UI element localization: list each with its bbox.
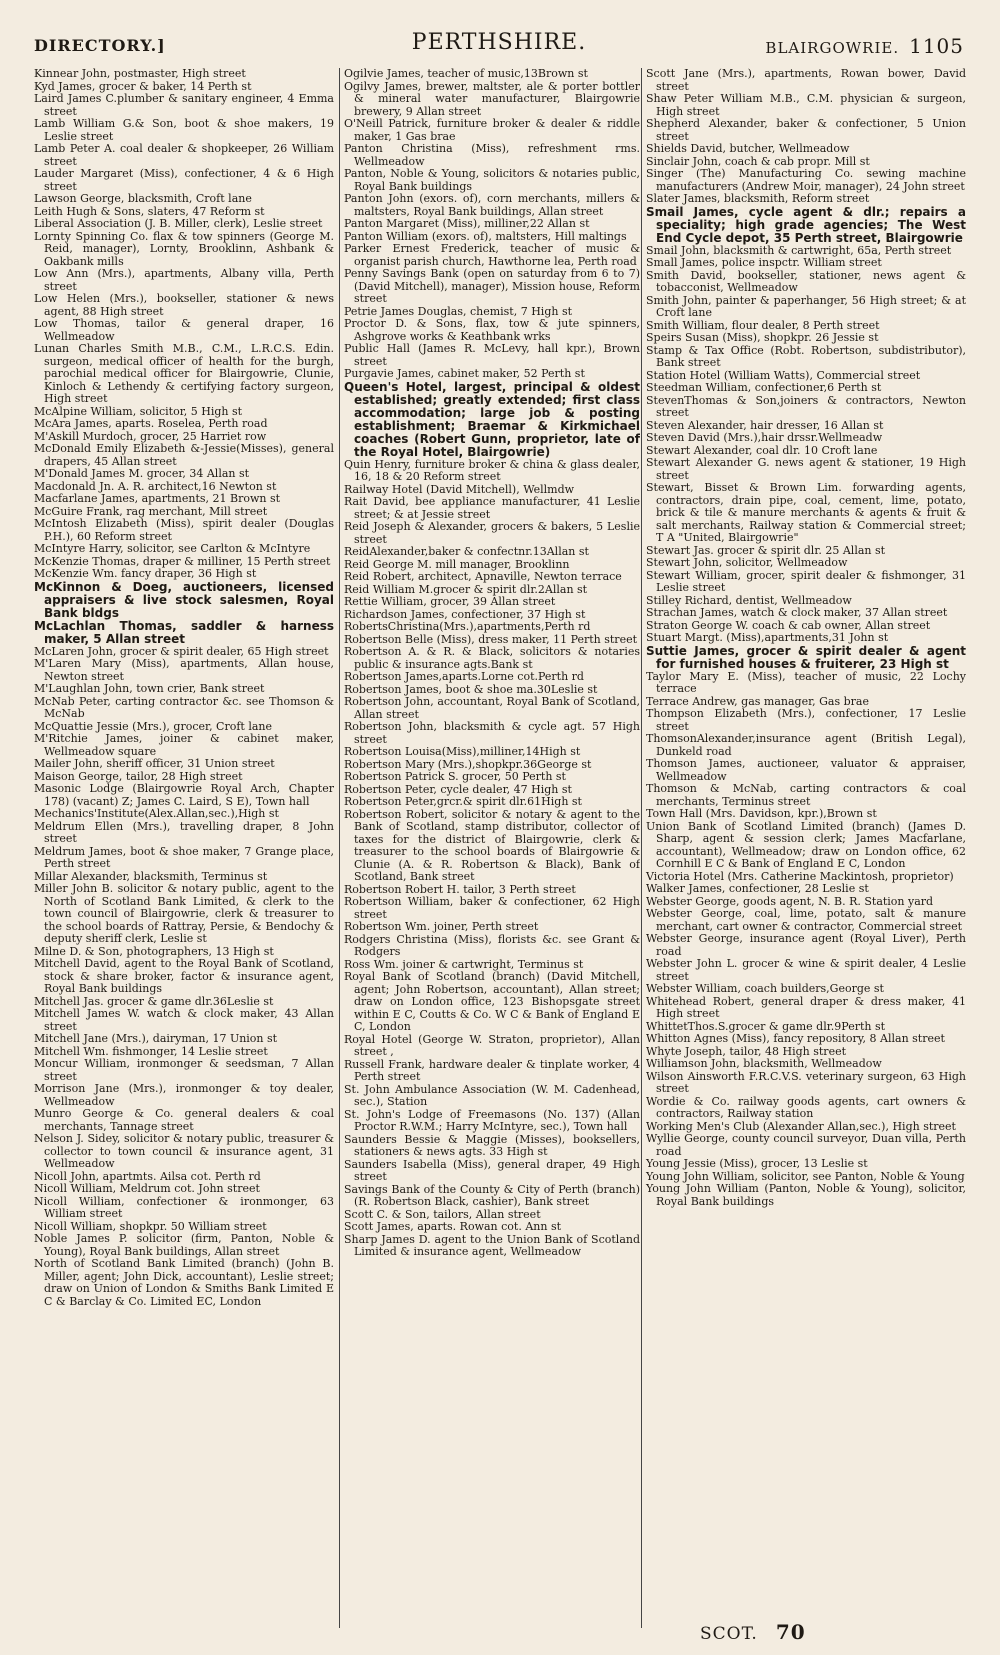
directory-entry: Shepherd Alexander, baker & confectioner, 5 Union street <box>646 117 966 143</box>
directory-entry: Small James, police inspctr. William street <box>646 256 882 269</box>
directory-entry: Stewart Alexander, coal dlr. 10 Croft lane <box>646 443 878 457</box>
directory-entry: Richardson James, confectioner, 37 High st <box>344 607 586 621</box>
directory-entry: Nicoll William, shopkpr. 50 William street <box>34 1219 267 1233</box>
directory-entry: Queen's Hotel, largest, principal & oldest established; greatly extended; first class accommodation; large job & posting establishment; Braemar & Kirkmichael coaches (Robert Gunn, proprietor, late of the Royal Hotel, Blairgowrie) <box>344 379 640 459</box>
directory-entry: McKenzie Wm. fancy draper, 36 High st <box>34 567 257 580</box>
directory-entry: Singer (The) Manufacturing Co. sewing machine manufacturers (Andrew Moir, manager), 24 John street <box>646 167 966 193</box>
directory-entry: Royal Bank of Scotland (branch) (David Mitchell, agent; John Robertson, accountant), Allan street; draw on London office, 123 Bishopsgate street within E C, Coutts & Co. W C & Bank of England E C, London <box>344 970 640 1033</box>
directory-entry: Robertson Peter, cycle dealer, 47 High st <box>344 782 572 796</box>
directory-entry: Smith William, flour dealer, 8 Perth street <box>646 318 880 332</box>
directory-entry: Suttie James, grocer & spirit dealer & agent for furnished houses & fruiterer, 23 High st <box>646 643 966 671</box>
town-name: BLAIRGOWRIE. <box>765 39 900 57</box>
directory-entry: Scott Jane (Mrs.), apartments, Rowan bower, David street <box>646 68 966 93</box>
directory-entry: Young John William (Panton, Noble & Young), solicitor, Royal Bank buildings <box>646 1182 966 1208</box>
directory-entry: Mitchell Wm. fishmonger, 14 Leslie street <box>34 1044 268 1058</box>
directory-entry: Reid William M.grocer & spirit dlr.2Allan st <box>344 582 588 596</box>
directory-entry: Moncur William, ironmonger & seedsman, 7 Allan street <box>34 1057 334 1083</box>
directory-entry: Shaw Peter William M.B., C.M. physician & surgeon, High street <box>646 92 966 118</box>
directory-entry: Wyllie George, county council surveyor, Duan villa, Perth road <box>646 1132 966 1158</box>
directory-entry: Stewart John, solicitor, Wellmeadow <box>646 556 848 569</box>
directory-entry: Ogilvy James, brewer, maltster, ale & porter bottler & mineral water manufacturer, Blairgowrie brewery, 9 Allan street <box>344 79 640 118</box>
directory-column-1 <box>34 68 334 1628</box>
signature-number: 70 <box>775 1620 806 1644</box>
directory-entry: Saunders Isabella (Miss), general draper, 49 High street <box>344 1157 640 1183</box>
directory-entry: Stewart Jas. grocer & spirit dlr. 25 Allan st <box>646 543 886 557</box>
directory-entry: Stewart William, grocer, spirit dealer & fishmonger, 31 Leslie street <box>646 568 966 594</box>
directory-entry: Robertson Wm. joiner, Perth street <box>344 920 539 933</box>
directory-entry: M'Donald James M. grocer, 34 Allan st <box>34 467 250 480</box>
directory-entry: Ogilvie James, teacher of music,13Brown st <box>344 68 588 80</box>
directory-entry: Panton Christina (Miss), refreshment rms. Wellmeadow <box>344 142 640 168</box>
directory-entry: Mitchell Jas. grocer & game dlr.36Leslie st <box>34 994 274 1008</box>
directory-entry: Leith Hugh & Sons, slaters, 47 Reform st <box>34 204 265 218</box>
directory-entry: Savings Bank of the County & City of Perth (branch) (R. Robertson Black, cashier), Bank street <box>344 1182 640 1208</box>
directory-entry: Robertson Robert H. tailor, 3 Perth street <box>344 882 576 896</box>
directory-entry: McKenzie Thomas, draper & milliner, 15 Perth street <box>34 554 331 568</box>
directory-entry: M'Laughlan John, town crier, Bank street <box>34 682 265 695</box>
directory-entry: Robertson Belle (Miss), dress maker, 11 Perth street <box>344 632 638 646</box>
directory-entry: Wilson Ainsworth F.R.C.V.S. veterinary surgeon, 63 High street <box>646 1069 966 1095</box>
directory-entry: Wordie & Co. railway goods agents, cart owners & contractors, Railway station <box>646 1094 966 1120</box>
county-title: PERTHSHIRE. <box>411 30 587 55</box>
directory-entry: O'Neill Patrick, furniture broker & dealer & riddle maker, 1 Gas brae <box>344 117 640 143</box>
directory-entry: Parker Ernest Frederick, teacher of music & organist parish church, Hawthorne lea, Perth road <box>344 242 640 268</box>
directory-entry: Stilley Richard, dentist, Wellmeadow <box>646 593 852 607</box>
directory-entry: Thomson James, auctioneer, valuator & appraiser, Wellmeadow <box>646 757 966 783</box>
directory-entry: McAlpine William, solicitor, 5 High st <box>34 404 243 418</box>
directory-entry: Millar Alexander, blacksmith, Terminus st <box>34 869 268 883</box>
directory-entry: Low Thomas, tailor & general draper, 16 Wellmeadow <box>34 317 334 343</box>
directory-entry: Munro George & Co. general dealers & coal merchants, Tannage street <box>34 1107 334 1133</box>
directory-entry: McAra James, aparts. Roselea, Perth road <box>34 417 268 430</box>
directory-entry: Meldrum James, boot & shoe maker, 7 Grange place, Perth street <box>34 844 334 870</box>
directory-label: DIRECTORY.] <box>34 36 166 55</box>
directory-entry: North of Scotland Bank Limited (branch) (John B. Miller, agent; John Dick, accountant), Leslie street; draw on Union of London & Smiths Bank Limited E C & Barclay & Co. Limited EC, London <box>34 1257 334 1308</box>
directory-entry: Strachan James, watch & clock maker, 37 Allan street <box>646 606 948 619</box>
directory-entry: Rait David, bee appliance manufacturer, 41 Leslie street; & at Jessie street <box>344 495 640 521</box>
directory-entry: Saunders Bessie & Maggie (Misses), booksellers, stationers & news agts. 33 High st <box>344 1132 640 1158</box>
directory-entry: Webster George, insurance agent (Royal Liver), Perth road <box>646 932 966 958</box>
directory-entry: Nelson J. Sidey, solicitor & notary public, treasurer & collector to town council & insurance agent, 31 Wellmeadow <box>34 1132 334 1170</box>
directory-entry: Reid George M. mill manager, Brooklinn <box>344 557 570 571</box>
directory-entry: Smail James, cycle agent & dlr.; repairs a speciality; high grade agencies; The West End Cycle depot, 35 Perth street, Blairgowrie <box>646 204 966 245</box>
directory-entry: Panton William (exors. of), maltsters, Hill maltings <box>344 229 627 243</box>
directory-entry: WhittetThos.S.grocer & game dlr.9Perth st <box>646 1019 886 1033</box>
directory-entry: Masonic Lodge (Blairgowrie Royal Arch, Chapter 178) (vacant) Z; James C. Laird, S E), Town hall <box>34 782 334 808</box>
directory-entry: RobertsChristina(Mrs.),apartments,Perth rd <box>344 620 591 633</box>
page-number: 1105 <box>909 34 964 58</box>
directory-entry: Robertson Robert, solicitor & notary & agent to the Bank of Scotland, stamp distributor, collector of taxes for the district of Blairgowrie, clerk & treasurer to the school boards of Blairgowrie & Clunie (A. & R. Robertson & Black), Bank of Scotland, Bank street <box>344 807 640 883</box>
directory-entry: Mitchell James W. watch & clock maker, 43 Allan street <box>34 1007 334 1033</box>
directory-entry: Proctor D. & Sons, flax, tow & jute spinners, Ashgrove works & Keathbank wrks <box>344 317 640 343</box>
directory-entry: Working Men's Club (Alexander Allan,sec.), High street <box>646 1119 956 1133</box>
directory-entry: ThomsonAlexander,insurance agent (British Legal), Dunkeld road <box>646 732 966 758</box>
signature-label: SCOT. <box>700 1624 758 1644</box>
directory-entry: Terrace Andrew, gas manager, Gas brae <box>646 694 869 708</box>
directory-entry: Kinnear John, postmaster, High street <box>34 68 246 80</box>
directory-entry: Kyd James, grocer & baker, 14 Perth st <box>34 79 252 93</box>
directory-entry: Webster John L. grocer & wine & spirit dealer, 4 Leslie street <box>646 957 966 983</box>
directory-entry: Whitton Agnes (Miss), fancy repository, 8 Allan street <box>646 1032 945 1045</box>
directory-column-3 <box>641 68 966 1628</box>
directory-entry: Morrison Jane (Mrs.), ironmonger & toy dealer, Wellmeadow <box>34 1082 334 1108</box>
directory-entry: Lunan Charles Smith M.B., C.M., L.R.C.S. Edin. surgeon, medical officer of health for the burgh, parochial medical officer for Blairgowrie, Clunie, Kinloch & Lethendy & certifying factory surgeon, High street <box>34 342 334 405</box>
directory-entry: Robertson A. & R. & Black, solicitors & notaries public & insurance agts.Bank st <box>344 645 640 671</box>
directory-entry: Penny Savings Bank (open on saturday from 6 to 7) (David Mitchell), manager), Mission house, Reform street <box>344 267 640 305</box>
directory-entry: Macfarlane James, apartments, 21 Brown st <box>34 492 281 505</box>
directory-entry: St. John Ambulance Association (W. M. Cadenhead, sec.), Station <box>344 1082 640 1108</box>
directory-entry: Stuart Margt. (Miss),apartments,31 John st <box>646 631 889 644</box>
directory-entry: Young John William, solicitor, see Panton, Noble & Young <box>646 1169 965 1183</box>
directory-entry: Victoria Hotel (Mrs. Catherine Mackintosh, proprietor) <box>646 869 954 883</box>
directory-entry: Panton Margaret (Miss), milliner,22 Allan st <box>344 217 590 230</box>
directory-entry: Mitchell David, agent to the Royal Bank of Scotland, stock & share broker, factor & insurance agent, Royal Bank buildings <box>34 957 334 995</box>
directory-entry: Nicoll William, confectioner & ironmonger, 63 William street <box>34 1194 334 1220</box>
directory-entry: McQuattie Jessie (Mrs.), grocer, Croft lane <box>34 719 273 733</box>
directory-entry: Reid Robert, architect, Apnaville, Newton terrace <box>344 570 622 583</box>
directory-entry: Station Hotel (William Watts), Commercial street <box>646 368 921 382</box>
directory-entry: Robertson William, baker & confectioner, 62 High street <box>344 895 640 921</box>
directory-entry: M'Laren Mary (Miss), apartments, Allan house, Newton street <box>34 657 334 683</box>
directory-entry: Robertson Mary (Mrs.),shopkpr.36George st <box>344 757 592 771</box>
directory-entry: Robertson John, blacksmith & cycle agt. 57 High street <box>344 720 640 746</box>
directory-entry: Noble James P. solicitor (firm, Panton, Noble & Young), Royal Bank buildings, Allan street <box>34 1232 334 1258</box>
directory-entry: Mailer John, sheriff officer, 31 Union street <box>34 757 275 770</box>
directory-entry: Robertson James, boot & shoe ma.30Leslie st <box>344 682 598 696</box>
directory-entry: Robertson Peter,grcr.& spirit dlr.61High st <box>344 795 582 808</box>
directory-entry: Ross Wm. joiner & cartwright, Terminus st <box>344 957 584 971</box>
directory-entry: Webster George, goods agent, N. B. R. Station yard <box>646 894 934 908</box>
directory-entry: Lamb William G.& Son, boot & shoe makers, 19 Leslie street <box>34 117 334 143</box>
page-header <box>34 30 964 60</box>
directory-entry: McDonald Emily Elizabeth &-Jessie(Misses), general drapers, 45 Allan street <box>34 442 334 468</box>
directory-entry: Straton George W. coach & cab owner, Allan street <box>646 618 931 632</box>
directory-entry: McLachlan Thomas, saddler & harness maker, 5 Allan street <box>34 618 334 646</box>
directory-entry: Thomson & McNab, carting contractors & coal merchants, Terminus street <box>646 782 966 808</box>
directory-entry: Maison George, tailor, 28 High street <box>34 769 243 783</box>
directory-entry: Union Bank of Scotland Limited (branch) (James D. Sharp, agent & session clerk; James Macfarlane, accountant), Wellmeadow; draw on London office, 62 Cornhill E C & Bank of England E C, London <box>646 819 966 870</box>
directory-entry: Robertson Louisa(Miss),milliner,14High st <box>344 745 581 758</box>
directory-entry: Nicoll William, Meldrum cot. John street <box>34 1182 260 1195</box>
directory-entry: Low Helen (Mrs.), bookseller, stationer & news agent, 88 High street <box>34 292 334 318</box>
directory-entry: Sinclair John, coach & cab propr. Mill st <box>646 154 870 168</box>
directory-entry: Steven David (Mrs.),hair drssr.Wellmeadw <box>646 431 883 444</box>
directory-column-2 <box>339 68 640 1628</box>
directory-entry: Sharp James D. agent to the Union Bank of Scotland Limited & insurance agent, Wellmeadow <box>344 1232 640 1258</box>
directory-entry: Williamson John, blacksmith, Wellmeadow <box>646 1057 882 1070</box>
directory-entry: Panton, Noble & Young, solicitors & notaries public, Royal Bank buildings <box>344 167 640 193</box>
directory-entry: McKinnon & Doeg, auctioneers, licensed appraisers & live stock salesmen, Royal Bank bldgs <box>34 579 334 620</box>
directory-entry: Petrie James Douglas, chemist, 7 High st <box>344 304 573 318</box>
directory-entry: Public Hall (James R. McLevy, hall kpr.), Brown street <box>344 342 640 368</box>
directory-entry: McGuire Frank, rag merchant, Mill street <box>34 504 268 518</box>
page-footer <box>700 1620 806 1644</box>
directory-entry: Nicoll John, apartmts. Ailsa cot. Perth rd <box>34 1169 261 1183</box>
directory-entry: Steedman William, confectioner,6 Perth st <box>646 381 882 394</box>
directory-entry: Liberal Association (J. B. Miller, clerk), Leslie street <box>34 217 323 230</box>
directory-entry: Rodgers Christina (Miss), florists &c. see Grant & Rodgers <box>344 932 640 958</box>
directory-entry: Slater James, blacksmith, Reform street <box>646 192 870 205</box>
directory-entry: Purgavie James, cabinet maker, 52 Perth st <box>344 367 585 380</box>
directory-entry: Taylor Mary E. (Miss), teacher of music, 22 Lochy terrace <box>646 669 966 695</box>
directory-entry: McIntosh Elizabeth (Miss), spirit dealer (Douglas P.H.), 60 Reform street <box>34 517 334 543</box>
directory-entry: Mechanics'Institute(Alex.Allan,sec.),High st <box>34 807 279 820</box>
directory-entry: Meldrum Ellen (Mrs.), travelling draper, 8 John street <box>34 819 334 845</box>
directory-entry: Quin Henry, furniture broker & china & glass dealer, 16, 18 & 20 Reform street <box>344 457 640 483</box>
directory-entry: St. John's Lodge of Freemasons (No. 137) (Allan Proctor R.W.M.; Harry McIntyre, sec.), Town hall <box>344 1107 640 1133</box>
directory-entry: Scott C. & Son, tailors, Allan street <box>344 1207 541 1221</box>
directory-entry: Whitehead Robert, general draper & dress maker, 41 High street <box>646 994 966 1020</box>
directory-entry: Stamp & Tax Office (Robt. Robertson, subdistributor), Bank street <box>646 343 966 369</box>
directory-entry: Whyte Joseph, tailor, 48 High street <box>646 1044 847 1058</box>
directory-entry: Smith David, bookseller, stationer, news agent & tobacconist, Wellmeadow <box>646 268 966 294</box>
directory-entry: M'Ritchie James, joiner & cabinet maker, Wellmeadow square <box>34 732 334 758</box>
directory-entry: Milne D. & Son, photographers, 13 High st <box>34 944 274 958</box>
directory-entry: Russell Frank, hardware dealer & tinplate worker, 4 Perth street <box>344 1057 640 1083</box>
directory-entry: Robertson John, accountant, Royal Bank of Scotland, Allan street <box>344 695 640 721</box>
directory-entry: Smith John, painter & paperhanger, 56 High street; & at Croft lane <box>646 293 966 319</box>
directory-entry: Smail John, blacksmith & cartwright, 65a, Perth street <box>646 243 952 257</box>
directory-entry: Robertson Patrick S. grocer, 50 Perth st <box>344 770 566 783</box>
directory-entry: Miller John B. solicitor & notary public, agent to the North of Scotland Bank Limited, & clerk to the town council of Blairgowrie, clerk & treasurer to the school boards of Rattray, Persie, & Bendochy & deputy sheriff clerk, Leslie st <box>34 882 334 945</box>
directory-entry: Railway Hotel (David Mitchell), Wellmdw <box>344 482 575 496</box>
directory-entry: Shields David, butcher, Wellmeadow <box>646 142 850 155</box>
directory-entry: Webster George, coal, lime, potato, salt & manure merchant, cart owner & contractor, Commercial street <box>646 907 966 933</box>
directory-entry: Thompson Elizabeth (Mrs.), confectioner, 17 Leslie street <box>646 707 966 733</box>
directory-entry: McIntyre Harry, solicitor, see Carlton & McIntyre <box>34 542 311 555</box>
directory-entry: Walker James, confectioner, 28 Leslie st <box>646 882 869 895</box>
directory-entry: Webster William, coach builders,George st <box>646 982 884 995</box>
directory-entry: Lauder Margaret (Miss), confectioner, 4 & 6 High street <box>34 167 334 193</box>
directory-entry: McNab Peter, carting contractor &c. see Thomson & McNab <box>34 694 334 720</box>
directory-entry: Macdonald Jn. A. R. architect,16 Newton st <box>34 479 277 493</box>
directory-entry: Speirs Susan (Miss), shopkpr. 26 Jessie st <box>646 331 879 344</box>
directory-entry: Lamb Peter A. coal dealer & shopkeeper, 26 William street <box>34 142 334 168</box>
directory-entry: Laird James C.plumber & sanitary engineer, 4 Emma street <box>34 92 334 118</box>
directory-entry: McLaren John, grocer & spirit dealer, 65 High street <box>34 644 329 658</box>
directory-entry: ReidAlexander,baker & confectnr.13Allan st <box>344 545 589 558</box>
directory-entry: Town Hall (Mrs. Davidson, kpr.),Brown st <box>646 807 877 820</box>
directory-entry: Stewart Alexander G. news agent & stationer, 19 High street <box>646 456 966 482</box>
directory-entry: Mitchell Jane (Mrs.), dairyman, 17 Union st <box>34 1032 278 1045</box>
directory-entry: Royal Hotel (George W. Straton, proprietor), Allan street , <box>344 1032 640 1058</box>
directory-entry: M'Askill Murdoch, grocer, 25 Harriet row <box>34 429 267 443</box>
directory-entry: Rettie William, grocer, 39 Allan street <box>344 595 556 608</box>
directory-entry: Young Jessie (Miss), grocer, 13 Leslie st <box>646 1157 868 1170</box>
directory-entry: StevenThomas & Son,joiners & contractors, Newton street <box>646 393 966 419</box>
directory-entry: Lornty Spinning Co. flax & tow spinners (George M. Reid, manager), Lornty, Brooklinn, Ashbank & Oakbank mills <box>34 229 334 268</box>
directory-entry: Robertson James,aparts.Lorne cot.Perth rd <box>344 670 584 683</box>
directory-entry: Low Ann (Mrs.), apartments, Albany villa, Perth street <box>34 267 334 293</box>
town-and-page <box>765 34 964 58</box>
directory-entry: Reid Joseph & Alexander, grocers & bakers, 5 Leslie street <box>344 520 640 546</box>
directory-entry: Scott James, aparts. Rowan cot. Ann st <box>344 1220 562 1233</box>
directory-entry: Panton John (exors. of), corn merchants, millers & maltsters, Royal Bank buildings, Allan street <box>344 192 640 218</box>
directory-entry: Steven Alexander, hair dresser, 16 Allan st <box>646 418 884 432</box>
directory-entry: Lawson George, blacksmith, Croft lane <box>34 192 252 205</box>
directory-entry: Stewart, Bisset & Brown Lim. forwarding agents, contractors, drain pipe, coal, cement, lime, potato, brick & tile & manure merchants & agents & fruit & salt merchants, Railway station & Commercial street; T A "United, Blairgowrie" <box>646 481 966 544</box>
